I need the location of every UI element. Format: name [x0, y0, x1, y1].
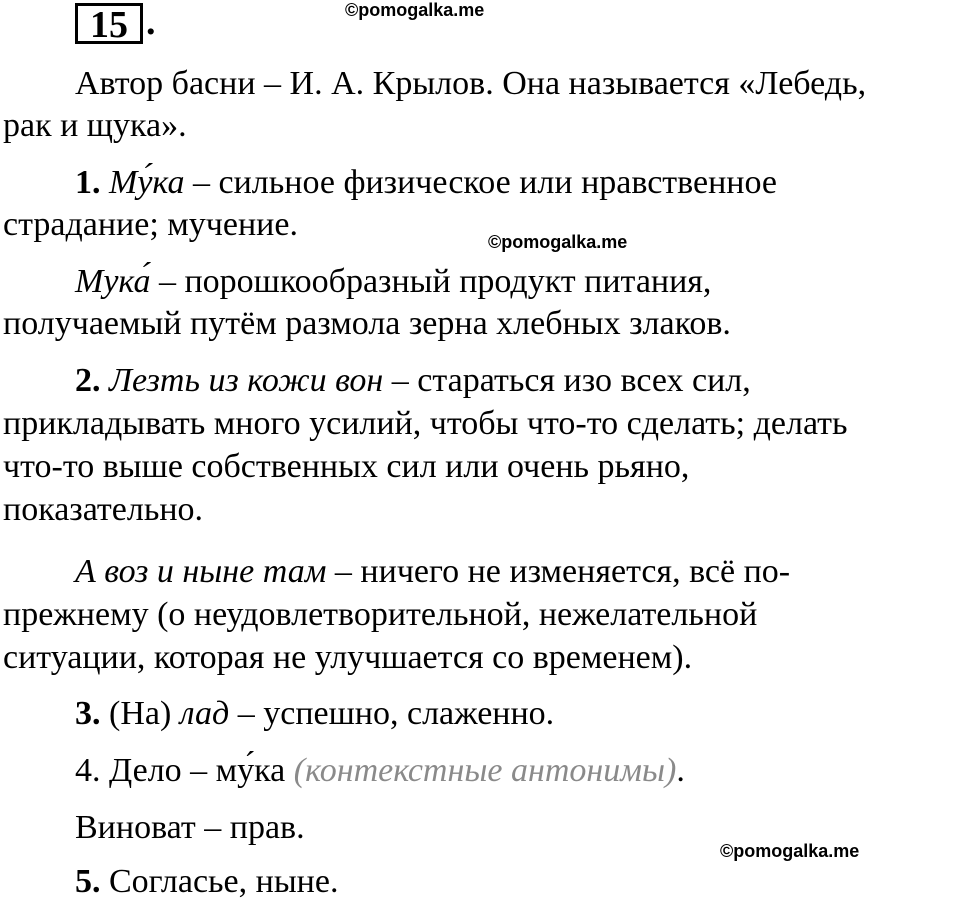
item2-line-4: показательно.: [3, 491, 204, 528]
item-term: Мука́: [75, 263, 151, 300]
item2b-line-1: [75, 552, 790, 592]
item-definition: – сильное физическое или нравственное: [184, 164, 778, 201]
item-definition: – успешно, слаженно.: [229, 695, 555, 732]
task-number: 15: [90, 4, 128, 46]
item-end: .: [676, 752, 685, 789]
watermark: ©pomogalka.me: [345, 0, 485, 20]
item-term: лад: [179, 695, 230, 732]
item5-line: [75, 862, 338, 902]
item2b-line-2: прежнему (о неудовлетворительной, нежелательной: [3, 596, 758, 633]
item2-line-2: прикладывать много усилий, чтобы что-то сделать; делать: [3, 405, 848, 442]
item-term: Му́ка: [109, 164, 185, 201]
item-definition: – ничего не изменяется, всё по-: [326, 553, 791, 590]
item-note: (контекстные антонимы): [293, 752, 677, 789]
intro-line-2: рак и щука».: [3, 107, 187, 144]
item2b-line-3: ситуации, которая не улучшается со временем).: [3, 639, 693, 676]
item4b-line: Виноват – прав.: [75, 809, 305, 846]
task-number-box: [75, 3, 143, 44]
item-term: А воз и ныне там: [75, 553, 327, 590]
item-number: 1.: [75, 164, 101, 201]
item-number: 2.: [75, 362, 101, 399]
item3-line: [75, 694, 554, 734]
item-text: 4. Дело – му́ка: [75, 752, 294, 789]
watermark: ©pomogalka.me: [720, 841, 860, 861]
item1-line-1: [75, 163, 777, 203]
item-term: Лезть из кожи вон: [109, 362, 384, 399]
item2-line-1: [75, 361, 751, 401]
item1b-line-1: [75, 262, 711, 302]
intro-line-1: Автор басни – И. А. Крылов. Она называется «Лебедь,: [75, 65, 867, 102]
item-number: 3.: [75, 695, 101, 732]
item4-line: [75, 751, 685, 791]
item1b-line-2: получаемый путём размола зерна хлебных злаков.: [3, 305, 731, 342]
item-number: 5.: [75, 863, 101, 900]
item-definition: Согласье, ныне.: [100, 863, 339, 900]
item-definition: – порошкообразный продукт питания,: [150, 263, 712, 300]
task-number-dot: .: [146, 1, 156, 43]
item2-line-3: что-то выше собственных сил или очень рьяно,: [3, 448, 690, 485]
item1-line-2: страдание; мучение.: [3, 206, 298, 243]
watermark: ©pomogalka.me: [488, 232, 628, 252]
item-definition: – стараться изо всех сил,: [383, 362, 751, 399]
item-prefix: (На): [100, 695, 180, 732]
